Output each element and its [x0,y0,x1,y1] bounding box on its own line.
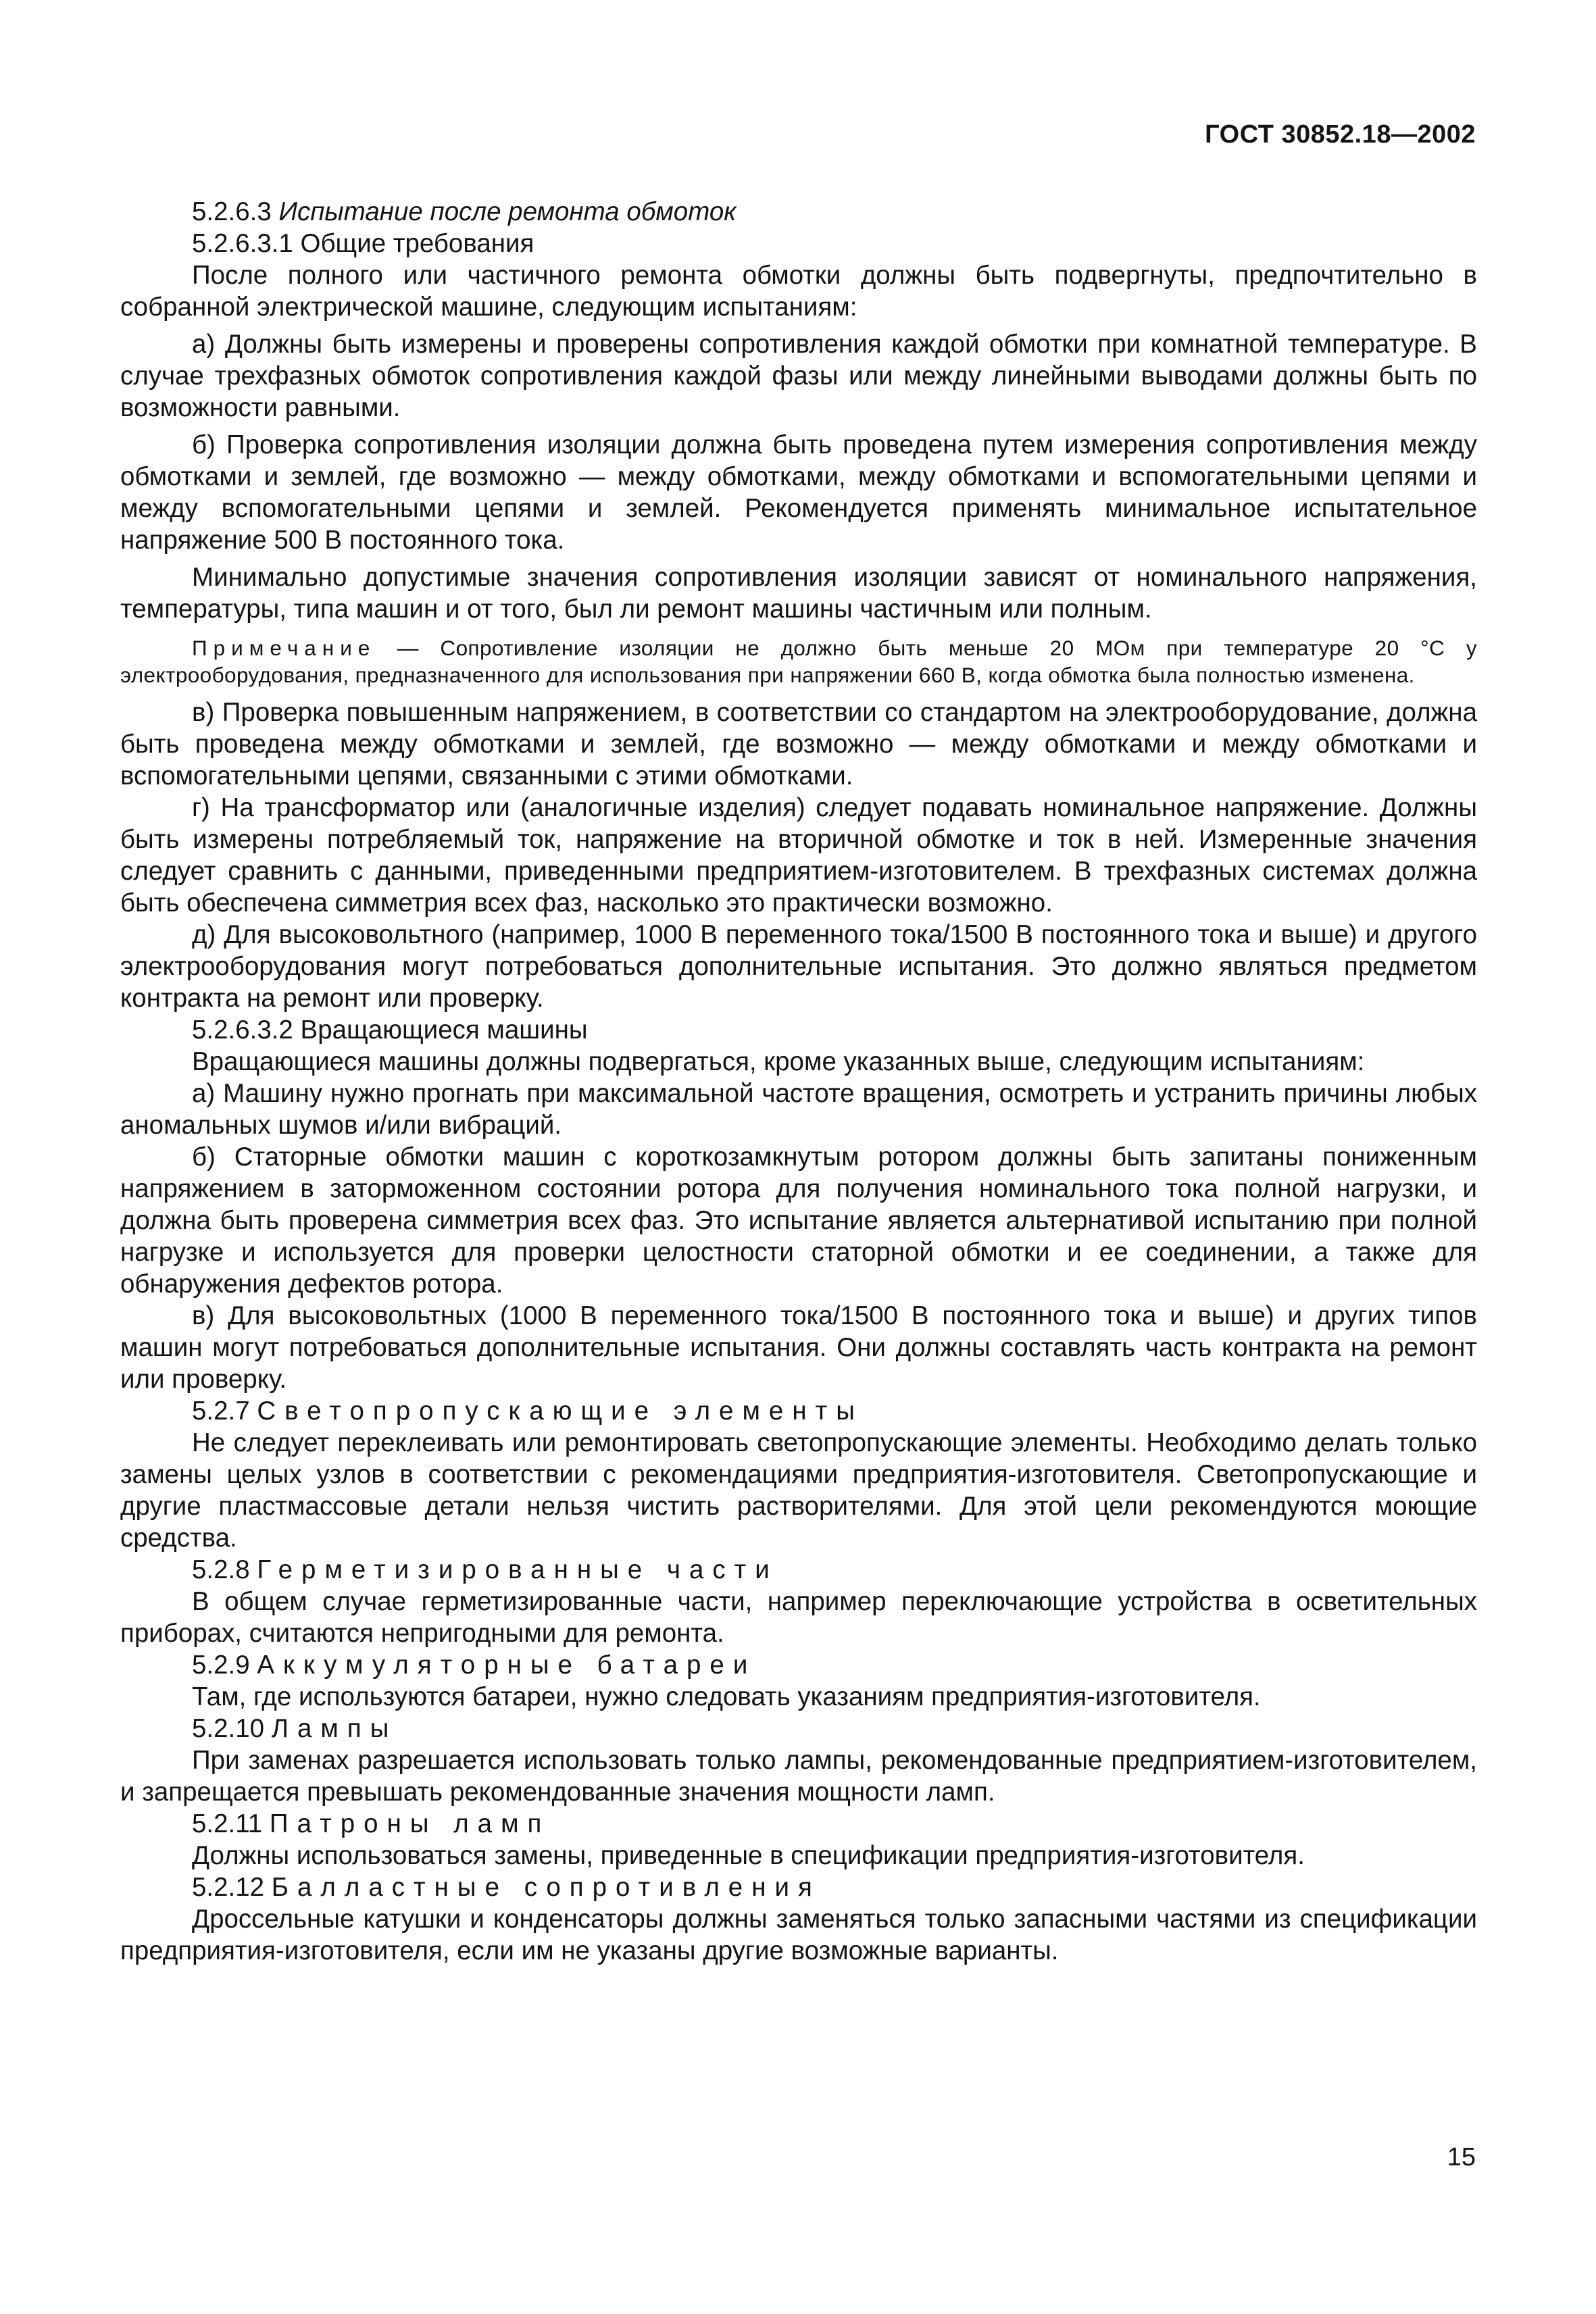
paragraph: В общем случае герметизированные части, например переключающие устройства в осветительных приборах, считаются непригодными для ремонта. [120,1587,1477,1648]
paragraph: Вращающиеся машины должны подвергаться, кроме указанных выше, следующим испытаниям: [192,1047,1365,1076]
paragraph-item-v: в) Для высоковольтных (1000 В переменного тока/1500 В постоянного тока и выше) и других типов машин могут потребоваться дополнительные испытания. Они должны составлять часть контракта на ремонт или проверку. [120,1301,1477,1394]
note-text: — Сопротивление изоляции не должно быть меньше 20 МОм при температуре 20 °С у электрооборудования, предназначенного для использования при напряжении 660 В, когда обмотка была полностью изменена. [120,636,1477,687]
paragraph: Минимально допустимые значения сопротивления изоляции зависят от номинального напряжения, температуры, типа машин и от того, был ли ремонт машины частичным или полным. [120,563,1477,624]
section-heading-5-2-8 [120,1554,1477,1586]
section-number: 5.2.9 [192,1651,250,1680]
paragraph-item-b: б) Проверка сопротивления изоляции должна быть проведена путем измерения сопротивления между обмотками и землей, где возможно — между обмотками, между обмотками и вспомогательными цепями и между вспомогательными цепями и землей. Рекомендуется применять минимальное испытательное напряжение 500 В постоянного тока. [120,430,1477,555]
section-number: 5.2.10 [192,1714,265,1743]
paragraph: Дроссельные катушки и конденсаторы должны заменяться только запасными частями из спецификации предприятия-изготовителя, если им не указаны другие возможные варианты. [120,1905,1477,1965]
section-title: Испытание после ремонта обмоток [278,197,737,226]
section-number: 5.2.11 [192,1809,263,1838]
section-heading-5-2-9 [120,1649,1477,1681]
paragraph: После полного или частичного ремонта обмотки должны быть подвергнуты, предпочтительно в собранной электрической машине, следующим испытаниям: [120,261,1477,322]
section-title: Светопропускающие элементы [257,1397,864,1426]
paragraph-item-v: в) Проверка повышенным напряжением, в соответствии со стандартом на электрооборудование, должна быть проведена между обмотками и землей, где возможно — между обмотками и между обмотками и вспомогательными цепями, связанными с этими обмотками. [120,698,1477,790]
note [120,634,1477,688]
section-number: 5.2.12 [192,1873,265,1902]
section-title: Лампы [271,1714,398,1743]
section-title: Балластные сопротивления [271,1873,821,1902]
section-heading-5-2-7 [120,1395,1477,1427]
section-title: Патроны ламп [269,1809,551,1838]
paragraph-item-a: а) Машину нужно прогнать при максимальной частоте вращения, осмотреть и устранить причины любых аномальных шумов и/или вибраций. [120,1079,1477,1140]
section-number: 5.2.6.3 [192,197,272,226]
subsection-heading-5-2-6-3-1: 5.2.6.3.1 Общие требования [192,229,534,258]
subsection-heading-5-2-6-3-2: 5.2.6.3.2 Вращающиеся машины [192,1015,588,1045]
paragraph-item-b: б) Статорные обмотки машин с короткозамкнутым ротором должны быть запитаны пониженным напряжением в заторможенном состоянии ротора для получения номинального тока полной нагрузки, и должна быть проверена симметрия всех фаз. Это испытание является альтернативой испытанию при полной нагрузке и используется для проверки целостности статорной обмотки и ее соединении, а также для обнаружения дефектов ротора. [120,1142,1477,1299]
section-title: Аккумуляторные батареи [257,1651,757,1680]
paragraph-item-a: а) Должны быть измерены и проверены сопротивления каждой обмотки при комнатной температуре. В случае трехфазных обмоток сопротивления каждой фазы или между линейными выводами должны быть по возможности равными. [120,330,1477,422]
paragraph-item-g: г) На трансформатор или (аналогичные изделия) следует подавать номинальное напряжение. Должны быть измерены потребляемый ток, напряжение на вторичной обмотке и ток в ней. Измеренные значения следует сравнить с данными, приведенными предприятием-изготовителем. В трехфазных системах должна быть обеспечена симметрия всех фаз, насколько это практически возможно. [120,793,1477,917]
section-heading-5-2-10 [120,1713,1477,1744]
paragraph: Не следует переклеивать или ремонтировать светопропускающие элементы. Необходимо делать только замены целых узлов в соответствии с рекомендациями предприятия-изготовителя. Светопропускающие и другие пластмассовые детали нельзя чистить растворителями. Для этой цели рекомендуются моющие средства. [120,1428,1477,1553]
paragraph: При заменах разрешается использовать только лампы, рекомендованные предприятием-изготовителем, и запрещается превышать рекомендованные значения мощности ламп. [120,1746,1477,1807]
paragraph-item-d: д) Для высоковольтного (например, 1000 В переменного тока/1500 В постоянного тока и выше) и другого электрооборудования могут потребоваться дополнительные испытания. Это должно являться предметом контракта на ремонт или проверку. [120,920,1477,1013]
document-body [120,196,1477,1967]
paragraph: Там, где используются батареи, нужно следовать указаниям предприятия-изготовителя. [192,1682,1261,1711]
section-number: 5.2.8 [192,1555,250,1584]
section-heading-5-2-11 [120,1808,1477,1840]
page-number: 15 [1447,2143,1476,2171]
paragraph: Должны использоваться замены, приведенные в спецификации предприятия-изготовителя. [192,1841,1305,1870]
section-heading-5-2-12 [120,1871,1477,1903]
section-number: 5.2.7 [192,1397,250,1426]
subsection-heading-5-2-6-3 [120,196,1477,228]
section-title: Герметизированные части [257,1555,778,1584]
document-header: ГОСТ 30852.18—2002 [1205,120,1476,149]
note-label: Примечание [192,636,376,660]
